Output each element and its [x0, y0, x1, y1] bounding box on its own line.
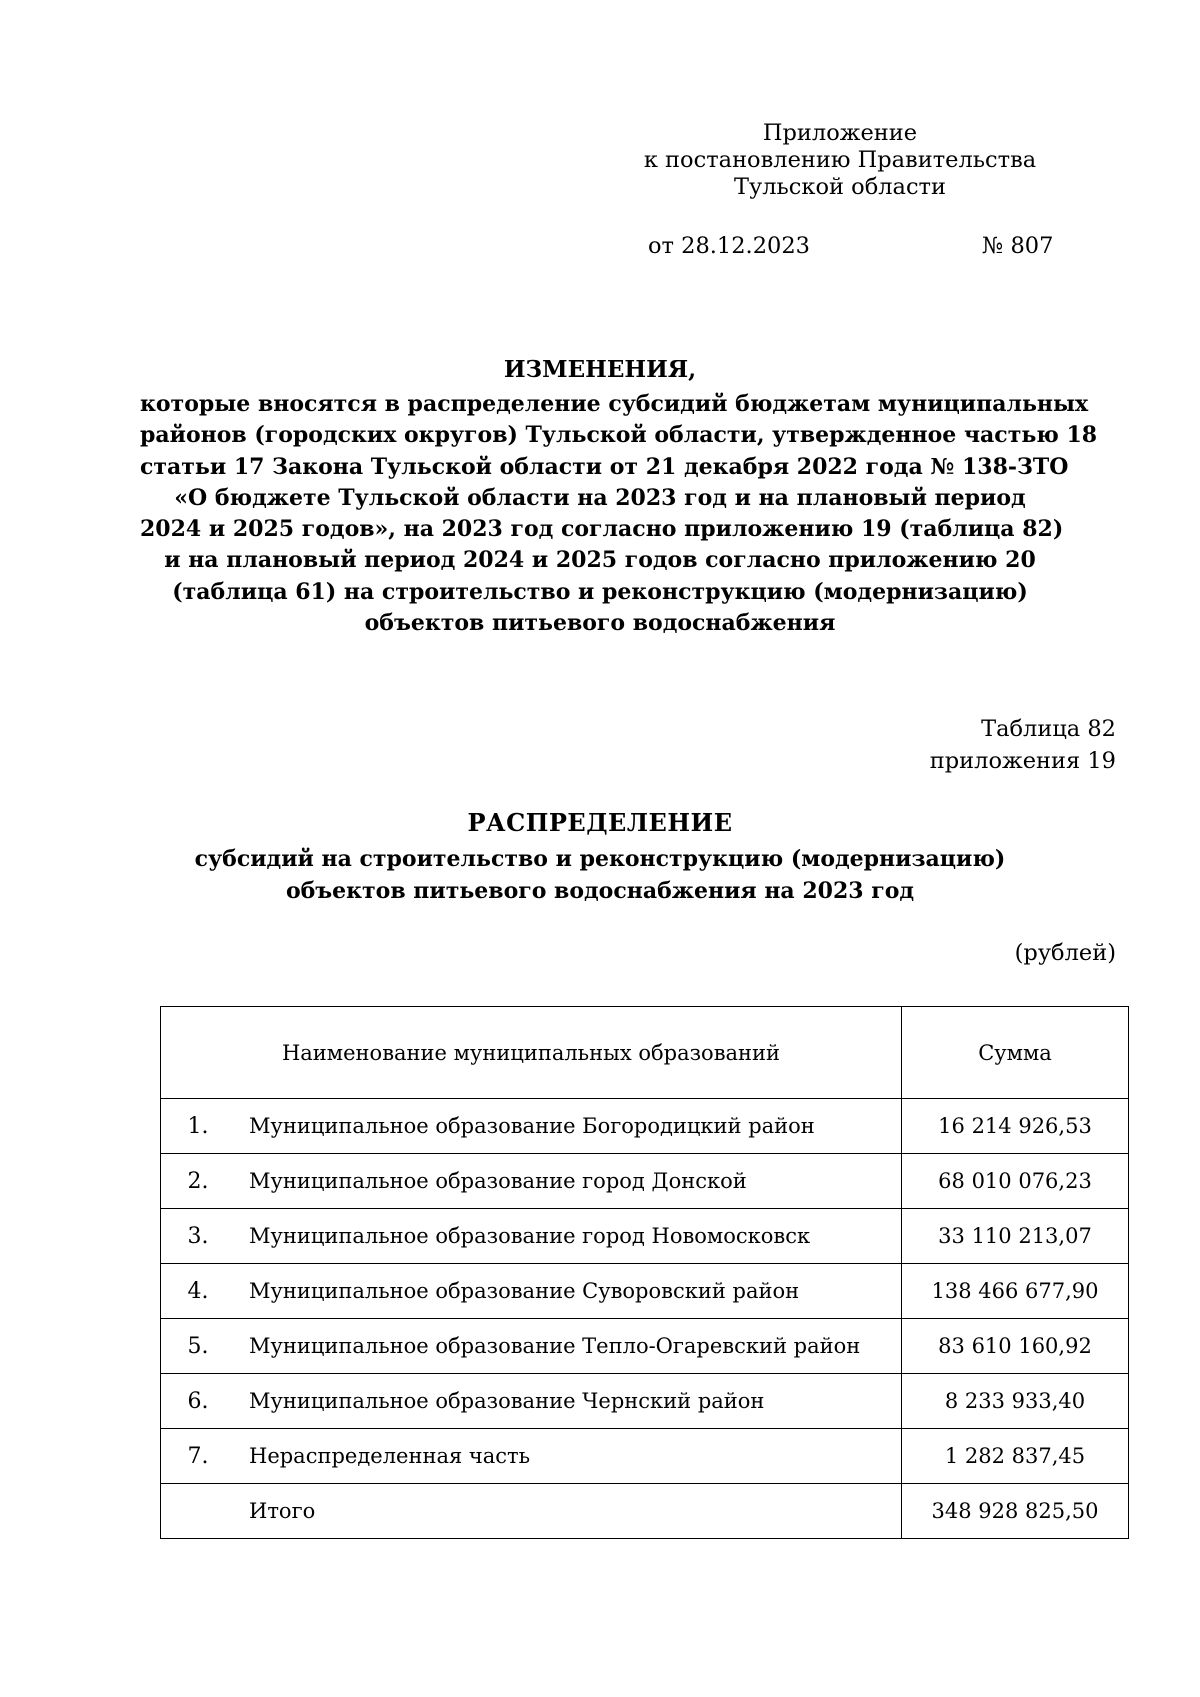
- changes-line: «О бюджете Тульской области на 2023 год и на плановый период: [174, 484, 1026, 511]
- table-header-row: [161, 1007, 1129, 1099]
- row-sum: 68 010 076,23: [902, 1154, 1129, 1209]
- total-label: Итого: [235, 1484, 902, 1539]
- distribution-subtitle-line: объектов питьевого водоснабжения на 2023 год: [285, 878, 915, 904]
- changes-line: статьи 17 Закона Тульской области от 21 декабря 2022 года № 138-ЗТО: [140, 453, 1069, 480]
- row-number: 6.: [161, 1374, 236, 1429]
- table-row: [161, 1429, 1129, 1484]
- table-ref-line: Таблица 82: [981, 716, 1116, 742]
- row-number: 3.: [161, 1209, 236, 1264]
- table-row: [161, 1099, 1129, 1154]
- row-number: 4.: [161, 1264, 236, 1319]
- row-sum: 1 282 837,45: [902, 1429, 1129, 1484]
- row-number: 1.: [161, 1099, 236, 1154]
- row-sum: 8 233 933,40: [902, 1374, 1129, 1429]
- row-name: Нераспределенная часть: [235, 1429, 902, 1484]
- row-sum: 16 214 926,53: [902, 1099, 1129, 1154]
- table-row: [161, 1209, 1129, 1264]
- changes-line: (таблица 61) на строительство и реконструкцию (модернизацию): [172, 578, 1028, 605]
- appendix-line: Тульской области: [734, 174, 946, 200]
- row-sum: 83 610 160,92: [902, 1319, 1129, 1374]
- row-name: Муниципальное образование город Новомосковск: [235, 1209, 902, 1264]
- appendix-line: к постановлению Правительства: [643, 147, 1037, 173]
- units-label: (рублей): [1014, 940, 1116, 966]
- changes-line: и на плановый период 2024 и 2025 годов согласно приложению 20: [164, 547, 1036, 574]
- appendix-header: [600, 120, 1080, 201]
- table-row: [161, 1154, 1129, 1209]
- distribution-table: [160, 1006, 1129, 1539]
- total-number-cell: [161, 1484, 236, 1539]
- row-name: Муниципальное образование Чернский район: [235, 1374, 902, 1429]
- changes-title: ИЗМЕНЕНИЯ,: [503, 356, 697, 383]
- distribution-title: РАСПРЕДЕЛЕНИЕ: [467, 808, 733, 837]
- row-number: 5.: [161, 1319, 236, 1374]
- row-name: Муниципальное образование Суворовский район: [235, 1264, 902, 1319]
- changes-description: [140, 389, 1098, 639]
- row-name: Муниципальное образование Тепло-Огаревский район: [235, 1319, 902, 1374]
- row-number: 7.: [161, 1429, 236, 1484]
- header-name: Наименование муниципальных образований: [161, 1007, 902, 1099]
- table-ref-line: приложения 19: [929, 748, 1116, 774]
- table-row: [161, 1264, 1129, 1319]
- row-number: 2.: [161, 1154, 236, 1209]
- total-sum: 348 928 825,50: [902, 1484, 1129, 1539]
- row-sum: 33 110 213,07: [902, 1209, 1129, 1264]
- appendix-line: Приложение: [762, 120, 918, 146]
- table-total-row: [161, 1484, 1129, 1539]
- distribution-subtitle-line: субсидий на строительство и реконструкцию (модернизацию): [194, 846, 1006, 872]
- document-date: от 28.12.2023: [648, 233, 810, 259]
- document-number: № 807: [982, 233, 1054, 259]
- changes-line: объектов питьевого водоснабжения: [364, 610, 836, 637]
- changes-line: 2024 и 2025 годов», на 2023 год согласно приложению 19 (таблица 82): [140, 516, 1064, 543]
- row-sum: 138 466 677,90: [902, 1264, 1129, 1319]
- header-sum: Сумма: [902, 1007, 1129, 1099]
- row-name: Муниципальное образование Богородицкий район: [235, 1099, 902, 1154]
- table-row: [161, 1374, 1129, 1429]
- distribution-subtitle: [140, 843, 1060, 907]
- row-name: Муниципальное образование город Донской: [235, 1154, 902, 1209]
- table-row: [161, 1319, 1129, 1374]
- table-reference: [816, 713, 1116, 777]
- changes-line: которые вносятся в распределение субсидий бюджетам муниципальных: [140, 391, 1089, 417]
- changes-line: районов (городских округов) Тульской области, утвержденное частью 18: [140, 422, 1098, 449]
